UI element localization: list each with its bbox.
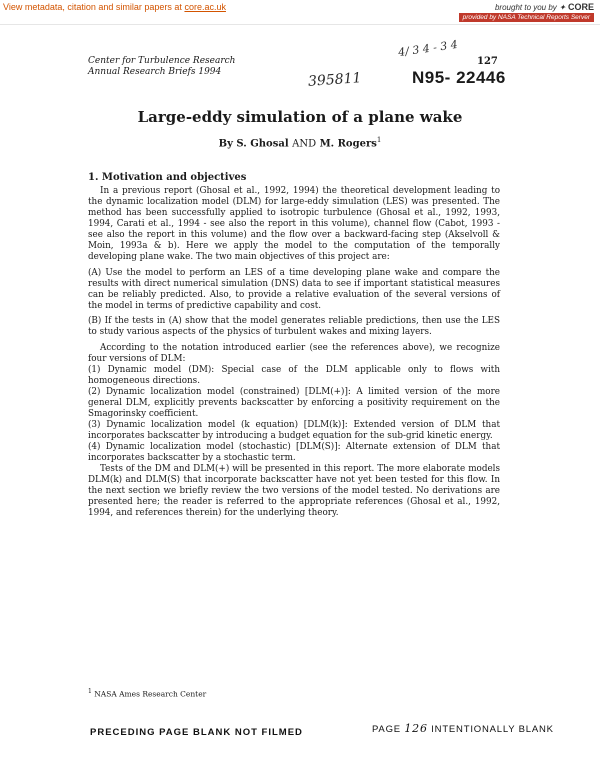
intentionally-blank-stamp <box>372 722 554 735</box>
paragraph: According to the notation introduced earlier (see the references above), we recognize four versions of DLM: <box>88 343 500 365</box>
core-brand-name[interactable]: CORE <box>567 2 594 12</box>
core-banner <box>0 0 600 25</box>
stamp-page-label: PAGE <box>372 724 401 735</box>
stamp-number: 395811 <box>307 70 362 90</box>
paragraph: (1) Dynamic model (DM): Special case of the DLM applicable only to flows with homogeneous directions. <box>88 365 500 387</box>
preceding-page-stamp: PRECEDING PAGE BLANK NOT FILMED <box>90 727 303 738</box>
paragraph: (B) If the tests in (A) show that the model generates reliable predictions, then use the LES to study various aspects of the physics of turbulent wakes and mixing layers. <box>88 316 500 338</box>
paragraph: (3) Dynamic localization model (k equation) [DLM(k)]: Extended version of DLM that incorporates backscatter by introducing a budget equation for the sub-grid kinetic energy. <box>88 420 500 442</box>
stamp-handwritten-page: 126 <box>404 722 428 735</box>
handwritten-annotation: 4/ 3 4 - 3 4 <box>397 37 459 60</box>
paragraph: (A) Use the model to perform an LES of a time developing plane wake and compare the results with direct numerical simulation (DNS) data to see if important statistical measures can be reliably predicted. Also, to provide a relative evaluation of the several versions of the model in terms of predictive capability and cost. <box>88 267 500 311</box>
section-heading: 1. Motivation and objectives <box>88 172 247 183</box>
center-name: Center for Turbulence Research <box>88 56 236 66</box>
core-logo-icon: ✦ <box>559 3 566 12</box>
core-brought-by: brought to you by <box>494 3 557 12</box>
authors <box>0 136 600 149</box>
author-second: M. Rogers <box>319 138 377 150</box>
author-and: AND <box>292 138 317 150</box>
core-provider[interactable]: provided by NASA Technical Reports Server <box>459 13 594 22</box>
stamp-blank-label: INTENTIONALLY BLANK <box>431 724 554 735</box>
briefs-name: Annual Research Briefs 1994 <box>88 67 222 77</box>
section-body <box>88 186 500 519</box>
paragraph: In a previous report (Ghosal et al., 1992, 1994) the theoretical development leading to the dynamic localization model (DLM) for large-eddy simulation (LES) was presented. The method has been successfully applied to isotropic turbulence (Ghosal et al., 1992, 1993, 1994, Carati et al., 1994 - see also the report in this volume), channel flow (Cabot, 1993 - see also the report in this volume) and the flow over a backward-facing step (Akselvoll & Moin, 1993a & b). Here we apply the model to the computation of the temporally developing plane wake. The two main objectives of this project are: <box>88 186 500 262</box>
paragraph: (2) Dynamic localization model (constrained) [DLM(+)]: A limited version of the more general DLM, explicitly prevents backscatter by enforcing a positivity requirement on the Smagorinsky coefficient. <box>88 387 500 420</box>
journal-header <box>88 56 235 78</box>
page-number: 127 <box>477 56 498 67</box>
core-brand[interactable] <box>495 2 594 12</box>
paragraph: (4) Dynamic localization model (stochastic) [DLM(S)]: Alternate extension of DLM that incorporates backscatter by a stochastic term. <box>88 441 500 463</box>
paper-title: Large-eddy simulation of a plane wake <box>137 108 463 126</box>
paragraph: Tests of the DM and DLM(+) will be presented in this report. The more elaborate models DLM(k) and DLM(S) that incorporate backscatter have not yet been tested for this flow. In the next section we briefly review the two versions of the model tested. No derivations are presented here; the reader is referred to the appropriate references (Ghosal et al., 1992, 1994, and references therein) for the underlying theory. <box>88 463 500 518</box>
footnote-text: NASA Ames Research Center <box>94 689 207 699</box>
author-first: By S. Ghosal <box>218 138 289 150</box>
core-metadata-link[interactable] <box>3 2 226 12</box>
author-footnote-mark: 1 <box>376 136 382 144</box>
footnote <box>88 688 206 699</box>
report-number: N95- 22446 <box>412 68 506 87</box>
core-link-domain[interactable]: core.ac.uk <box>184 2 226 12</box>
core-link-prefix[interactable]: View metadata, citation and similar papers at <box>3 2 185 12</box>
footnote-mark: 1 <box>88 688 92 695</box>
